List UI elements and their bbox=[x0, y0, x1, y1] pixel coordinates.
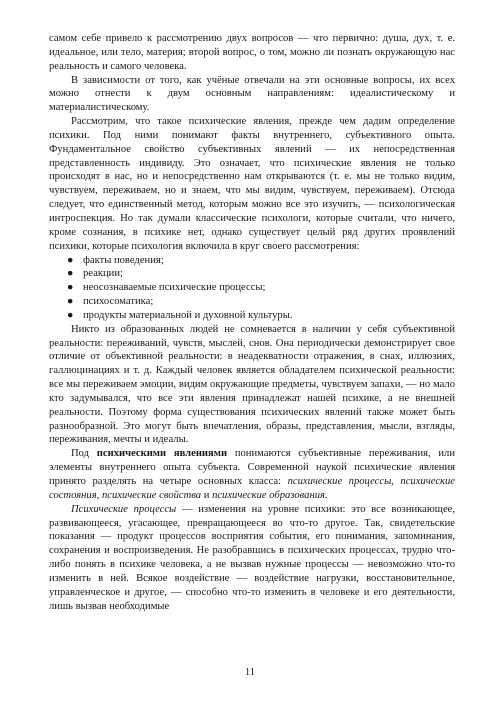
paragraph-directions: В зависимости от того, как учёные отвечали на эти основные вопросы, их всех можно отнести к двум основным направлениям: идеалистическому и материалистическому. bbox=[49, 74, 455, 114]
phenomena-list bbox=[49, 254, 455, 323]
classes-italic-1: психические процессы, психические состояния, психические свойства bbox=[49, 476, 455, 501]
bullet-icon: ● bbox=[67, 254, 74, 266]
list-item bbox=[49, 295, 455, 309]
definition-text-c: и bbox=[201, 489, 213, 501]
paragraph-subjective-reality: Никто из образованных людей не сомневается в наличии у себя субъективной реальности: переживаний, чувств, мыслей, снов. Она периодически демонстрирует свое отличие от объективной реальности: в неадекватности отражения, в снах, иллюзиях, галлюцинациях и т. д. Каждый человек является обладателем психической реальности: все мы переживаем эмоции, видим окружающие предметы, чувствуем запахи, — но мало кто задумывался, что все эти явления принадлежат нашей психике, а не внешней реальности. Поэтому форма существования психических явлений также может быть разнообразной. Это могут быть впечатления, образы, представления, мысли, взгляды, переживания, мечты и идеалы. bbox=[49, 323, 455, 446]
paragraph-intro-continuation: самом себе привело к рассмотрению двух вопросов — что первично: душа, дух, т. е. идеальное, или тело, материя; второй вопрос, о том, можно ли познать окружающую нас реальность и самого человека. bbox=[49, 33, 455, 72]
page-number: 11 bbox=[244, 667, 256, 678]
list-item-text: продукты материальной и духовной культуры. bbox=[83, 309, 293, 321]
bullet-icon: ● bbox=[67, 282, 74, 294]
term-psychic-processes: Психические процессы bbox=[71, 503, 177, 515]
bullet-icon: ● bbox=[67, 309, 74, 321]
list-item bbox=[49, 281, 455, 295]
document-page bbox=[49, 32, 455, 613]
list-item bbox=[49, 254, 455, 268]
paragraph-processes bbox=[49, 503, 455, 614]
bullet-icon: ● bbox=[67, 268, 74, 280]
paragraph-psychic-phenomena: Рассмотрим, что такое психические явления, прежде чем дадим определение психики. Под ними понимают факты внутреннего, субъективного опыта. Фундаментальное свойство субъективных явлений — их непосредственная представленность индивиду. Это означает, что психические явления не только происходят в нас, но и непосредственно нам открываются (т. е. мы не только видим, чувствуем, переживаем, но и знаем, что мы видим, чувствуем, переживаем). Отсюда следует, что единственный метод, которым можно все это изучить, — психологическая интроспекция. Но так думали классические психологи, которые считали, что ничего, кроме сознания, в психике нет, однако существует целый ряд других проявлений психики, которые психология включила в круг своего рассмотрения: bbox=[49, 116, 455, 252]
list-item-text: психосоматика; bbox=[83, 296, 154, 308]
definition-text-a: Под bbox=[71, 448, 97, 460]
definition-text-b: понимаются субъективные переживания, или элементы внутреннего опыта субъекта. Современной наукой психические явления принято разделять на четыре основных класса: bbox=[49, 448, 456, 487]
bullet-icon: ● bbox=[67, 296, 74, 308]
list-item-text: неосознаваемые психические процессы; bbox=[83, 282, 266, 294]
paragraph-definition bbox=[49, 447, 455, 502]
list-item bbox=[49, 309, 455, 323]
list-item-text: факты поведения; bbox=[83, 254, 164, 266]
classes-italic-2: психические образования. bbox=[212, 489, 328, 501]
term-psychic-phenomena: психическими явлениями bbox=[96, 448, 228, 460]
list-item bbox=[49, 267, 455, 281]
list-item-text: реакции; bbox=[83, 268, 123, 280]
processes-text: — изменения на уровне психики: это все возникающее, развивающееся, угасающее, превращающееся во что-то другое. Так, свидетельские показания — продукт процессов восприятия события, его понимания, запоминания, сохранения и воспроизведения. Не разобравшись в психических процессах, трудно что-либо понять в психике человека, а не вызвав нужные процессы — невозможно что-то изменить в ней. Всякое воздействие — воздействие нагрузки, восстановительное, управленческое и другое, — способно что-то изменить в человеке и его деятельности, лишь вызвав необходимые bbox=[49, 503, 455, 612]
